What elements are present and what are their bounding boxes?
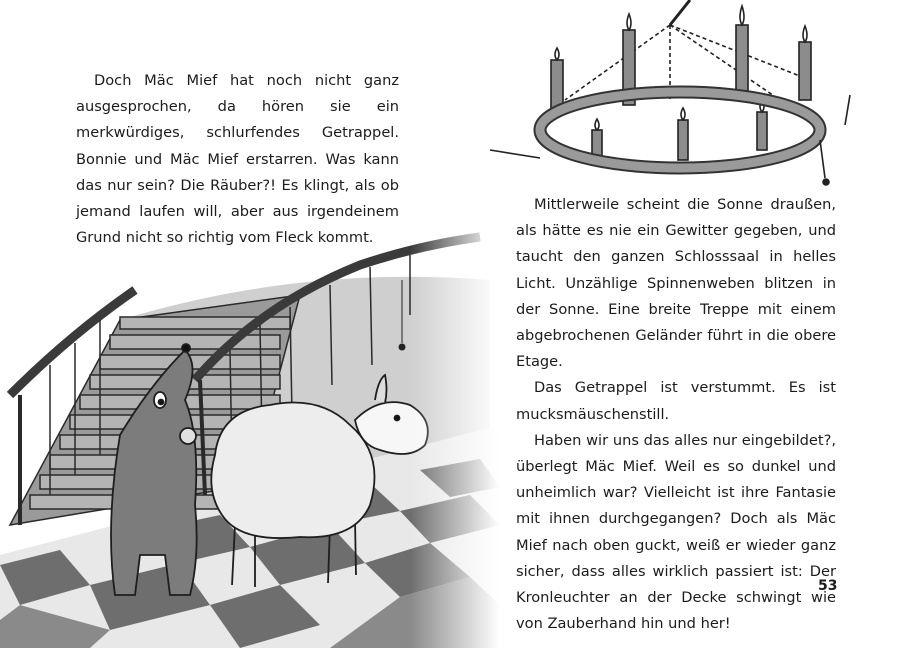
- page-number: 53: [818, 578, 838, 594]
- paragraph: Haben wir uns das alles nur eingebildet?, überlegt Mäc Mief. Weil es so dunkel und unheimlich war? Vielleicht ist ihre Fantasie mit ihnen durchgegangen? Doch als Mäc Mief nach oben guckt, weiß er wieder ganz sicher, dass alles wirklich passiert ist: Der Kronleuchter an der Decke schwingt wie von Zauberhand hin und her!: [516, 431, 836, 633]
- left-page-text: [76, 68, 399, 251]
- chandelier-illustration: [480, 0, 860, 190]
- paragraph: Das Getrappel ist verstummt. Es ist mucksmäuschenstill.: [516, 379, 836, 423]
- paragraph: Mittlerweile scheint die Sonne draußen, als hätte es nie ein Gewitter gegeben, und taucht den ganzen Schlosssaal in helles Licht. Unzählige Spinnenweben blitzen in der Sonne. Eine breite Treppe mit einem abgebrochenen Geländer führt in die obere Etage.: [516, 196, 836, 371]
- right-page-text: [516, 192, 836, 637]
- staircase-dog-sheep-illustration: [0, 225, 500, 648]
- paragraph: Doch Mäc Mief hat noch nicht ganz ausgesprochen, da hören sie ein merkwürdiges, schlurfendes Getrappel. Bonnie und Mäc Mief erstarren. Was kann das nur sein? Die Räuber?! Es klingt, als ob jemand laufen will, aber aus irgendeinem Grund nicht so richtig vom Fleck kommt.: [76, 72, 399, 247]
